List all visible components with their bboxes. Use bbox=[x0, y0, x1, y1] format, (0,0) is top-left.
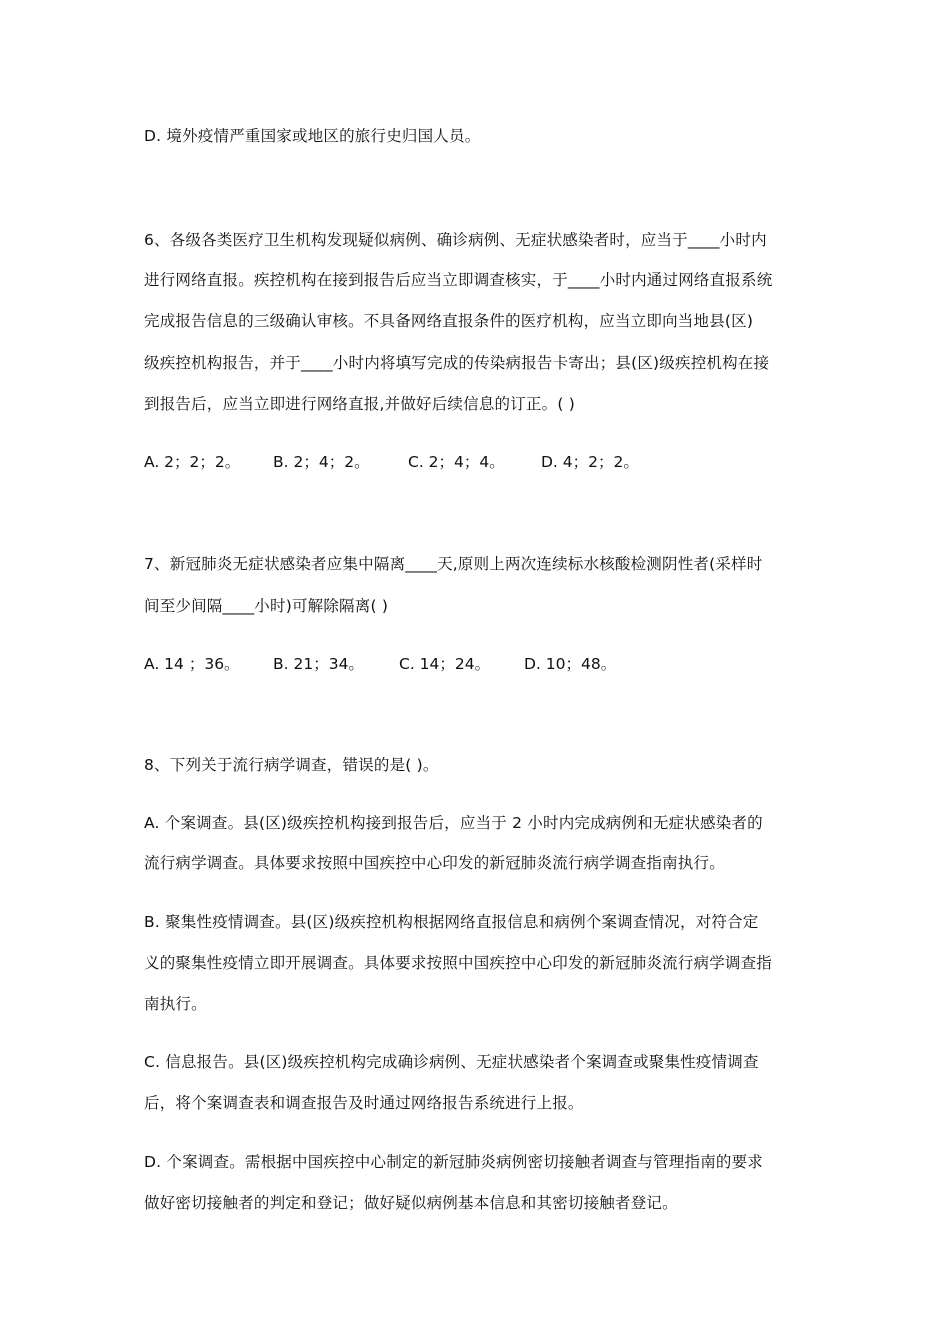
q6-option-a: A. 2；2；2。 bbox=[144, 453, 241, 471]
q8-option-c-line-1: C. 信息报告。县(区)级疾控机构完成确诊病例、无症状感染者个案调查或聚集性疫情调查 bbox=[144, 1053, 759, 1071]
q7-stem-line-2: 间至少间隔____小时)可解除隔离( ) bbox=[144, 597, 389, 615]
q8-option-b-line-2: 义的聚集性疫情立即开展调查。具体要求按照中国疾控中心印发的新冠肺炎流行病学调查指 bbox=[144, 954, 773, 972]
q8-option-a-line-2: 流行病学调查。具体要求按照中国疾控中心印发的新冠肺炎流行病学调查指南执行。 bbox=[144, 854, 725, 872]
q8-option-d-line-2: 做好密切接触者的判定和登记；做好疑似病例基本信息和其密切接触者登记。 bbox=[144, 1194, 678, 1212]
q7-option-d: D. 10；48。 bbox=[524, 655, 617, 673]
q6-stem-line-2: 进行网络直报。疾控机构在接到报告后应当立即调查核实，于____小时内通过网络直报系统 bbox=[144, 271, 773, 289]
q8-stem: 8、下列关于流行病学调查，错误的是( )。 bbox=[144, 756, 439, 774]
q6-option-d: D. 4；2；2。 bbox=[541, 453, 639, 471]
q8-option-b-line-1: B. 聚集性疫情调查。县(区)级疾控机构根据网络直报信息和病例个案调查情况，对符合定 bbox=[144, 913, 759, 931]
q6-stem-line-4: 级疾控机构报告，并于____小时内将填写完成的传染病报告卡寄出；县(区)级疾控机构在接 bbox=[144, 354, 770, 372]
q8-option-c-line-2: 后，将个案调查表和调查报告及时通过网络报告系统进行上报。 bbox=[144, 1094, 584, 1112]
q5-option-d: D. 境外疫情严重国家或地区的旅行史归国人员。 bbox=[144, 127, 481, 145]
q8-option-d-line-1: D. 个案调查。需根据中国疾控中心制定的新冠肺炎病例密切接触者调查与管理指南的要求 bbox=[144, 1153, 763, 1171]
q7-option-c: C. 14；24。 bbox=[399, 655, 491, 673]
q7-option-a: A. 14 ；36。 bbox=[144, 655, 240, 673]
q8-option-b-line-3: 南执行。 bbox=[144, 995, 207, 1013]
q6-option-b: B. 2；4；2。 bbox=[273, 453, 370, 471]
q6-option-c: C. 2；4；4。 bbox=[408, 453, 505, 471]
q6-stem-line-5: 到报告后，应当立即进行网络直报,并做好后续信息的订正。( ) bbox=[144, 395, 575, 413]
q8-option-a-line-1: A. 个案调查。县(区)级疾控机构接到报告后，应当于 2 小时内完成病例和无症状感染者的 bbox=[144, 814, 763, 832]
q7-option-b: B. 21；34。 bbox=[273, 655, 364, 673]
q6-stem-line-1: 6、各级各类医疗卫生机构发现疑似病例、确诊病例、无症状感染者时，应当于____小时内 bbox=[144, 231, 767, 249]
q6-stem-line-3: 完成报告信息的三级确认审核。不具备网络直报条件的医疗机构，应当立即向当地县(区) bbox=[144, 312, 754, 330]
q7-stem-line-1: 7、新冠肺炎无症状感染者应集中隔离____天,原则上两次连续标水核酸检测阴性者(采样时 bbox=[144, 555, 763, 573]
